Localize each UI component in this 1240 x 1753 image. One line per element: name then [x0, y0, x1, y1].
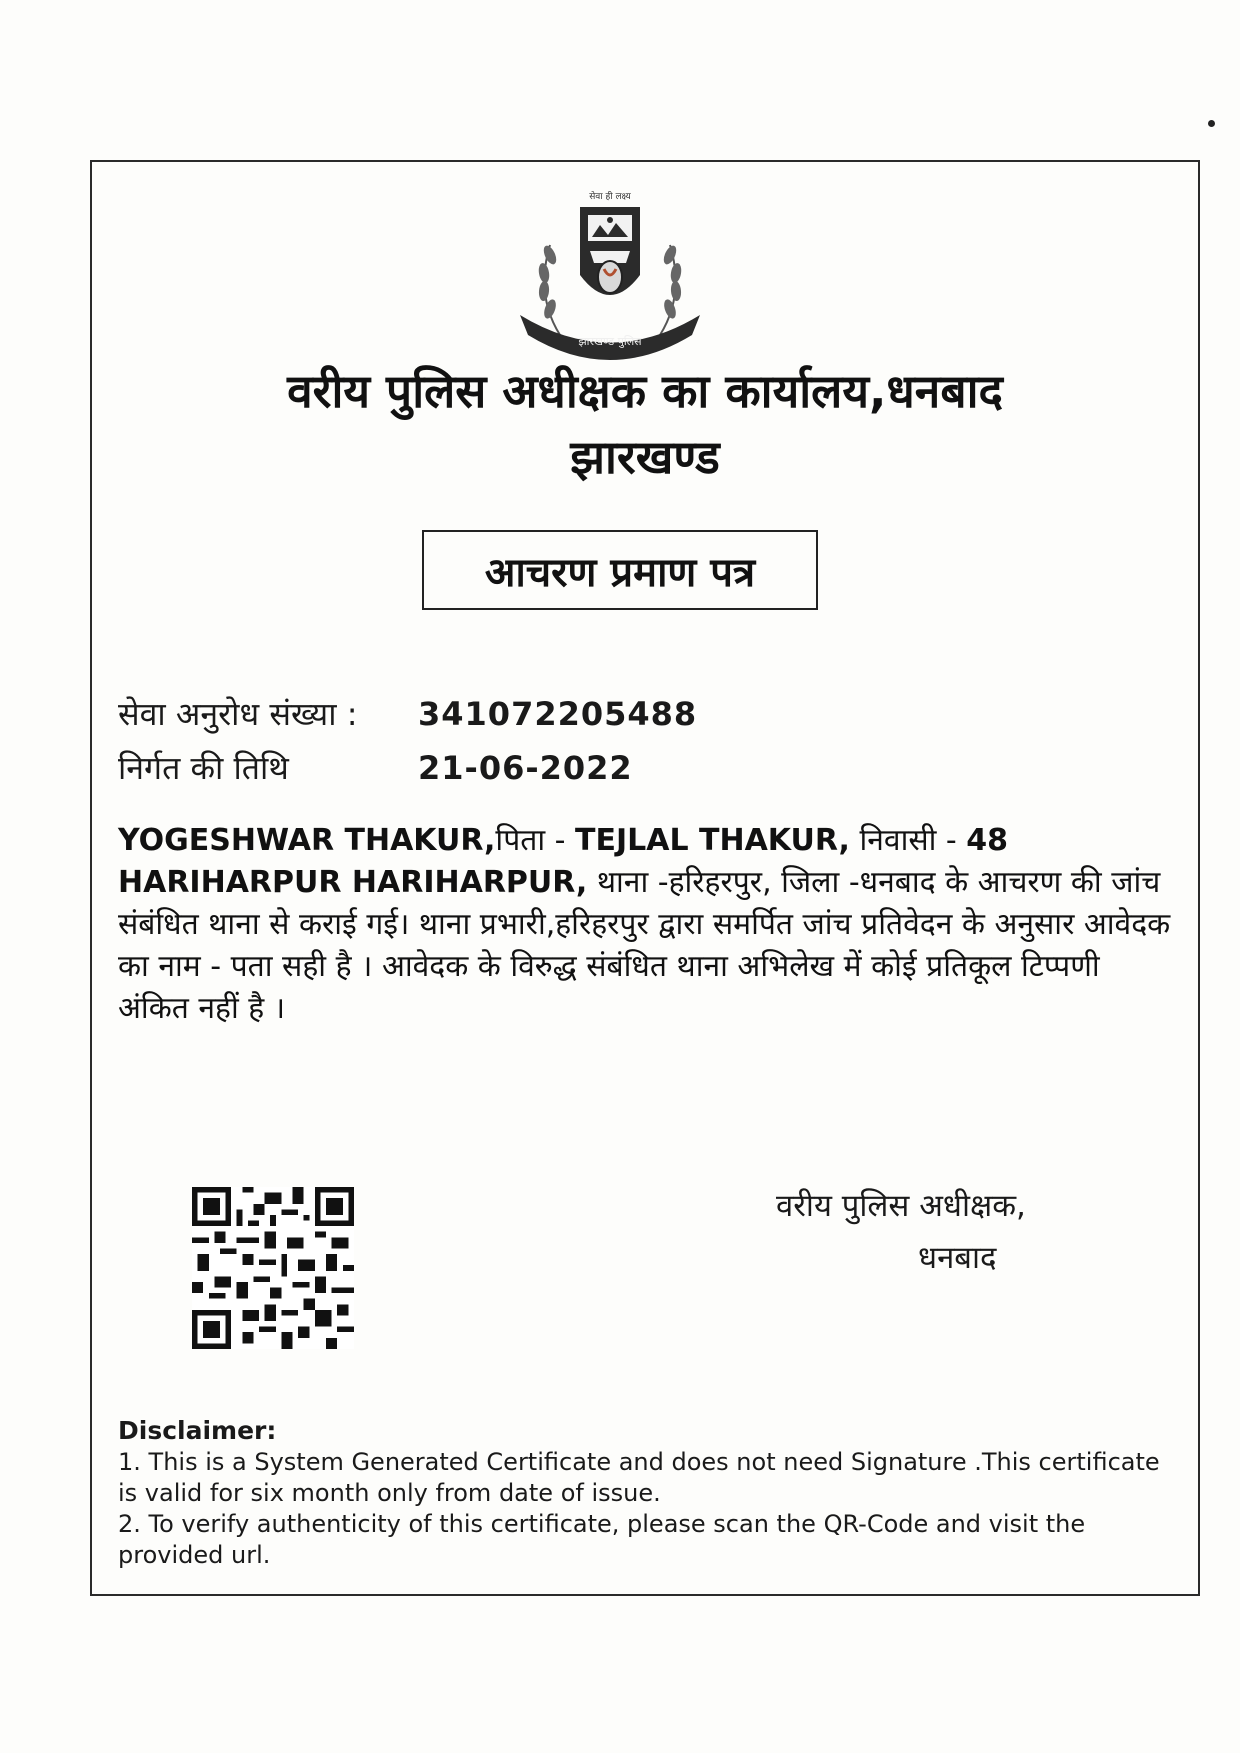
disclaimer — [118, 1415, 1178, 1571]
resident-label: निवासी - — [849, 823, 967, 858]
disclaimer-item-2: 2. To verify authenticity of this certificate, please scan the QR-Code and visit the provided url. — [118, 1510, 1086, 1569]
applicant-address: 48 HARIHARPUR HARIHARPUR, — [118, 823, 1009, 900]
disclaimer-item-1: 1. This is a System Generated Certificate and does not need Signature .This certificate is valid for six month only from date of issue. — [118, 1448, 1160, 1507]
applicant-name: YOGESHWAR THAKUR, — [118, 823, 496, 858]
svg-text:सेवा ही लक्ष्य: सेवा ही लक्ष्य — [589, 192, 631, 202]
service-request-label: सेवा अनुरोध संख्या : — [118, 695, 358, 733]
qr-code-icon[interactable] — [192, 1187, 354, 1349]
certificate-body — [118, 820, 1176, 1030]
office-title: वरीय पुलिस अधीक्षक का कार्यालय,धनबाद — [287, 364, 1003, 418]
signature-block — [740, 1180, 1140, 1284]
father-label: पिता - — [495, 823, 575, 858]
certificate-title-box — [422, 530, 818, 610]
service-request-value: 341072205488 — [418, 695, 698, 733]
scan-speck — [1208, 120, 1215, 127]
father-name: TEJLAL THAKUR, — [575, 823, 850, 858]
body-statement: थाना -हरिहरपुर, जिला -धनबाद के आचरण की जांच संबंधित थाना से कराई गई। थाना प्रभारी,हरिहरपुर द्वारा समर्पित जांच प्रतिवेदन के अनुसार आवेदक का नाम - पता सही है । आवेदक के विरुद्ध संबंधित थाना अभिलेख में कोई प्रतिकूल टिप्पणी अंकित नहीं है । — [118, 865, 1171, 1026]
signatory-place: धनबाद — [918, 1240, 997, 1276]
service-request-row — [118, 692, 697, 736]
issue-date-label: निर्गत की तिथि — [118, 749, 289, 787]
office-state: झारखण्ड — [570, 430, 720, 484]
disclaimer-title: Disclaimer: — [118, 1416, 277, 1445]
jharkhand-police-emblem-icon — [500, 185, 720, 370]
signatory-designation: वरीय पुलिस अधीक्षक, — [776, 1188, 1026, 1224]
issue-date-value: 21-06-2022 — [418, 749, 633, 787]
certificate-title: आचरण प्रमाण पत्र — [484, 549, 756, 596]
issue-date-row — [118, 746, 633, 790]
svg-text:झारखण्ड पुलिस: झारखण्ड पुलिस — [578, 335, 642, 348]
